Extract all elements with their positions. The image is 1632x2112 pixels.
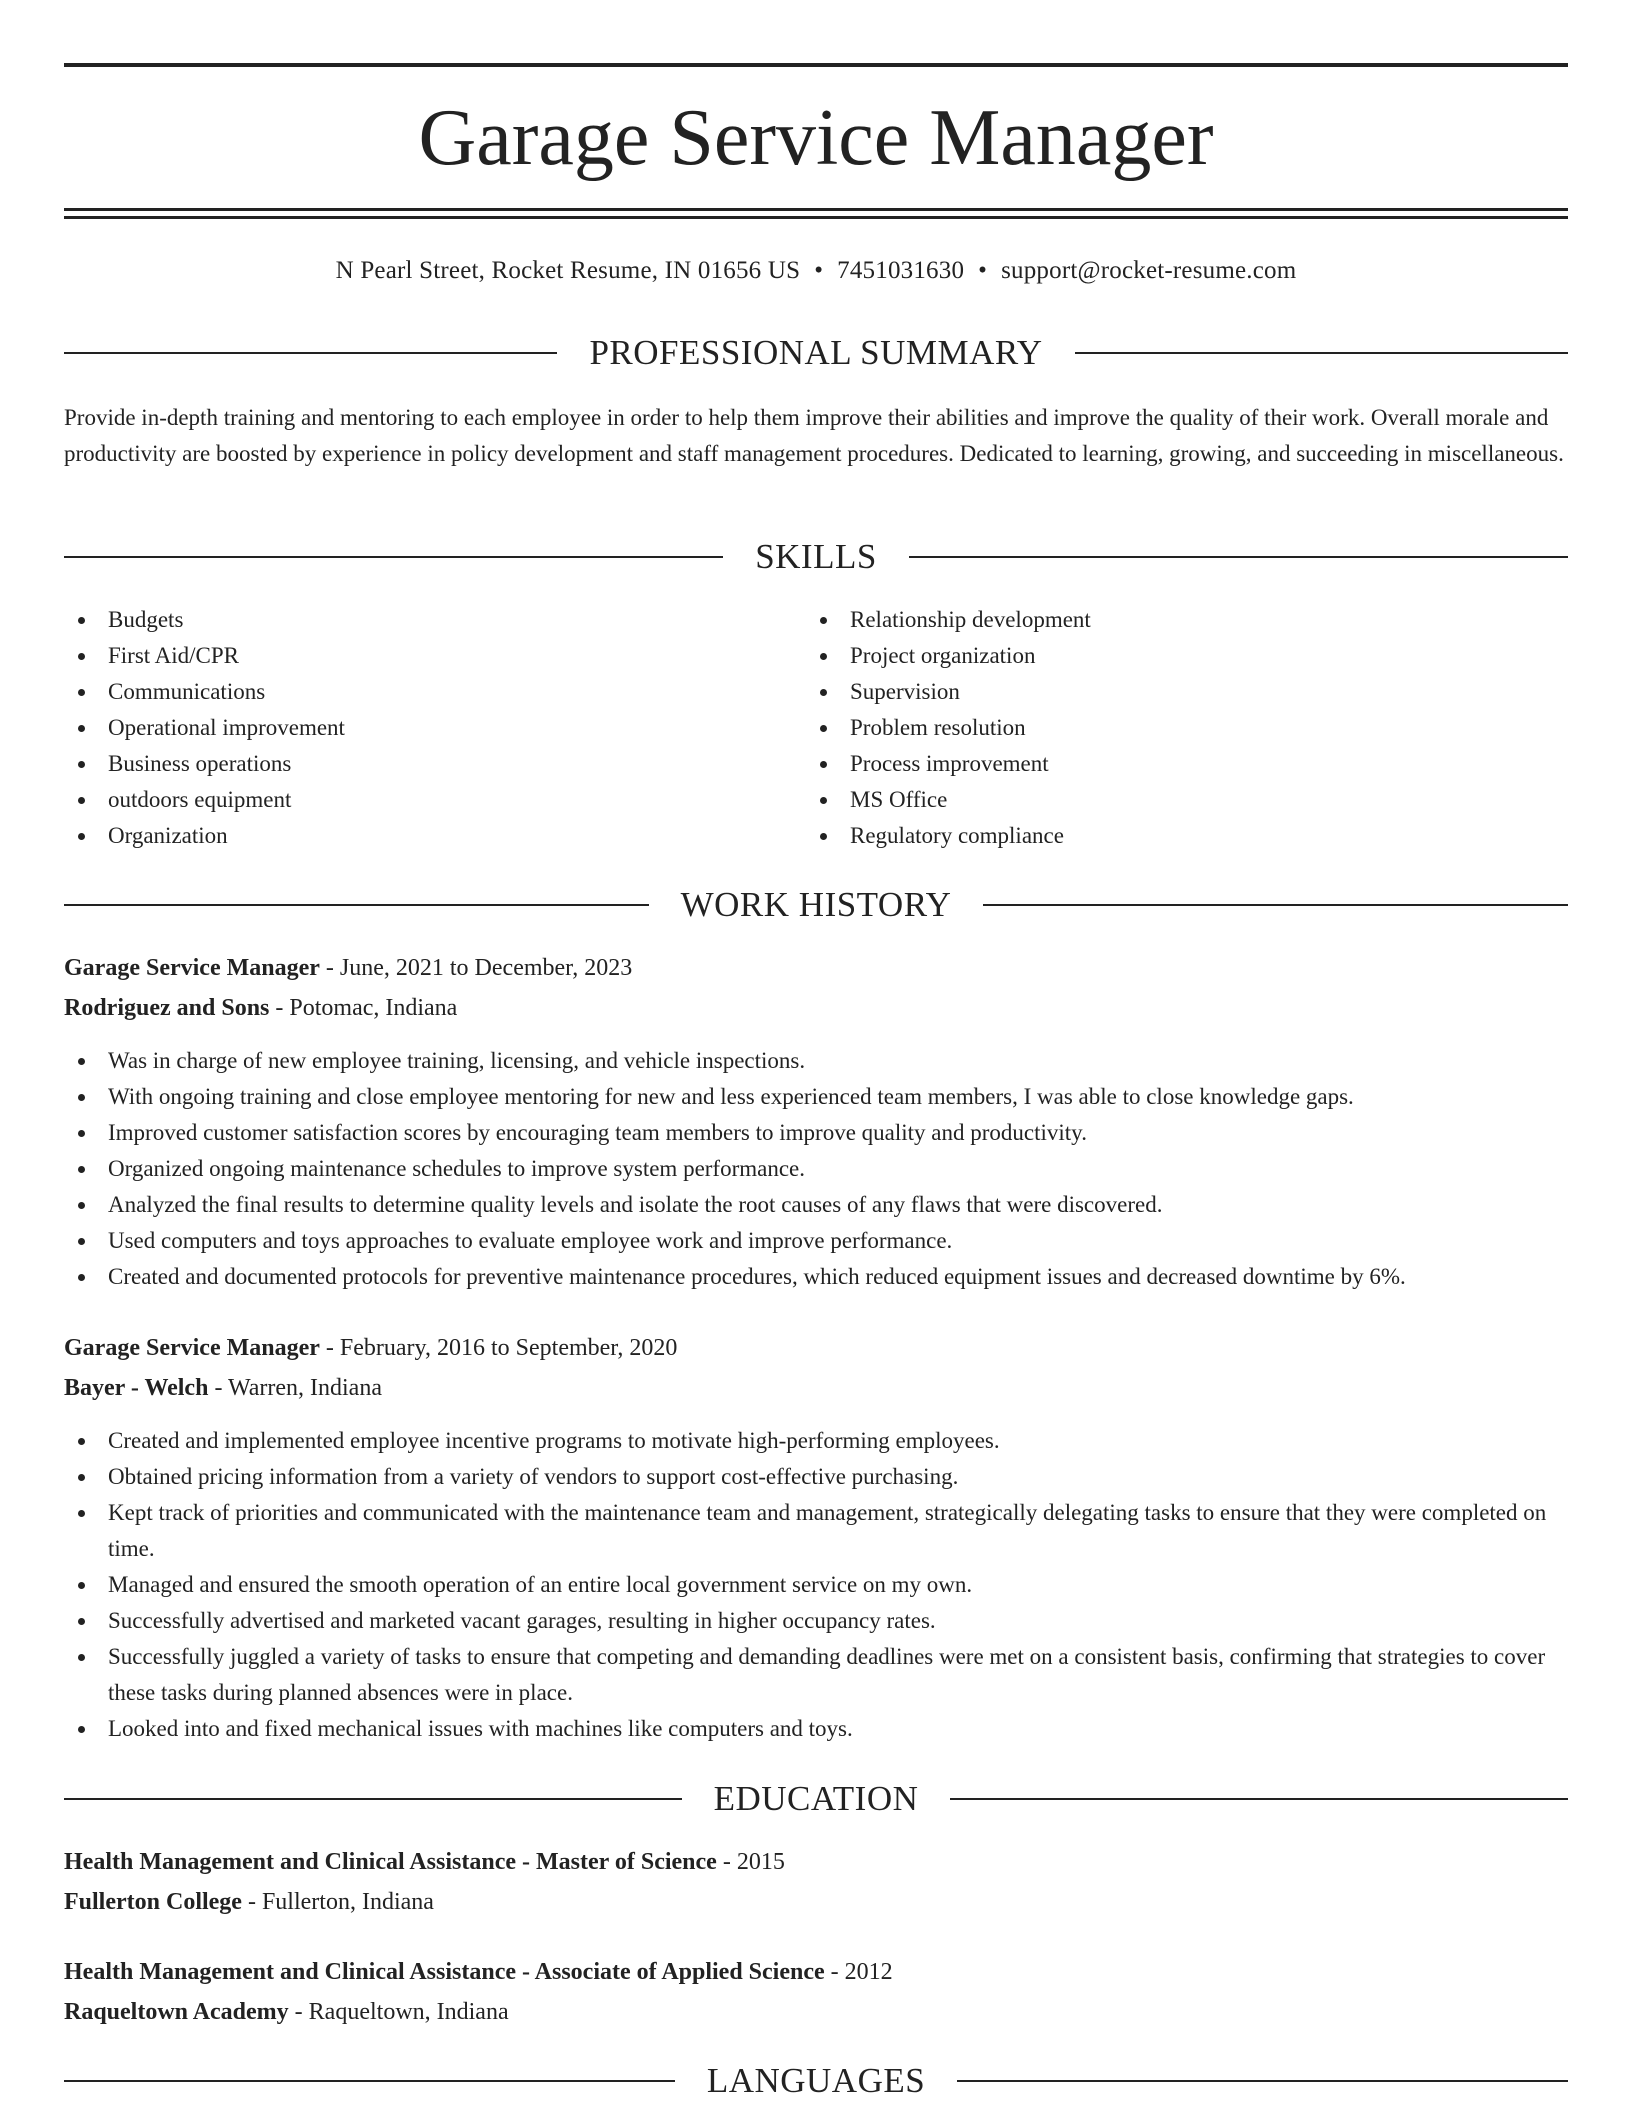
job-location: - Potomac, Indiana [269,995,458,1021]
education-location: - Raqueltown, Indiana [288,1999,509,2025]
job-bullet: Analyzed the final results to determine quality levels and isolate the root causes of any flaws that were discovered. [64,1187,1568,1223]
job-bullet: Organized ongoing maintenance schedules to improve system performance. [64,1151,1568,1187]
section-heading-education [64,1777,1568,1821]
section-heading-skills [64,535,1568,579]
heading-rule [64,1798,682,1800]
job-company: Bayer - Welch [64,1375,209,1401]
job-company-line [64,988,457,1028]
header-bottom-rule [64,208,1568,211]
contact-address: N Pearl Street, Rocket Resume, IN 01656 US [335,257,801,284]
job-bullet: Successfully juggled a variety of tasks to ensure that competing and demanding deadlines were met on a consistent basis, confirming that strategies to cover these tasks during planned absences were in place. [64,1639,1568,1711]
contact-email: support@rocket-resume.com [1001,257,1297,284]
education-school: Fullerton College [64,1889,242,1915]
education-degree: Health Management and Clinical Assistance - Master of Science [64,1849,717,1875]
job-title-line [64,948,632,988]
job-dates: - February, 2016 to September, 2020 [319,1335,678,1361]
contact-line [64,253,1568,289]
job-bullet: Obtained pricing information from a variety of vendors to support cost-effective purchasing. [64,1459,1568,1495]
job-company-line [64,1368,382,1408]
education-school-line [64,1882,434,1922]
education-location: - Fullerton, Indiana [241,1889,434,1915]
section-title: PROFESSIONAL SUMMARY [589,333,1043,372]
skill-item: Organization [64,818,764,854]
job-bullet: Managed and ensured the smooth operation of an entire local government service on my own. [64,1567,1568,1603]
skill-item: Project organization [806,638,1506,674]
job-bullet: Looked into and fixed mechanical issues with machines like computers and toys. [64,1711,1568,1747]
job-bullet: Kept track of priorities and communicated with the maintenance team and management, strategically delegating tasks to ensure that they were completed on time. [64,1495,1568,1567]
heading-rule [983,904,1568,906]
heading-rule [64,556,723,558]
job-bullet: Created and documented protocols for preventive maintenance procedures, which reduced equipment issues and decreased downtime by 6%. [64,1259,1568,1295]
contact-phone: 7451031630 [837,257,965,284]
education-school: Raqueltown Academy [64,1999,289,2025]
skill-item: Budgets [64,602,764,638]
summary-text: Provide in-depth training and mentoring to each employee in order to help them improve their abilities and improve the quality of their work. Overall morale and productivity are boosted by experience in policy development and staff management procedures. Dedicated to learning, growing, and succeeding in miscellaneous. [64,405,1564,466]
section-title: EDUCATION [713,1779,919,1818]
education-degree-line [64,1952,893,1992]
job-bullet: Created and implemented employee incentive programs to motivate high-performing employees. [64,1423,1568,1459]
heading-rule [957,2080,1568,2082]
education-year: - 2015 [716,1849,785,1875]
skills-list-right [806,602,1506,854]
section-heading-languages [64,2059,1568,2103]
skill-item: Operational improvement [64,710,764,746]
job-title: Garage Service Manager [64,1335,320,1361]
job-bullet: With ongoing training and close employee mentoring for new and less experienced team members, I was able to close knowledge gaps. [64,1079,1568,1115]
resume-name: Garage Service Manager [418,94,1214,182]
section-title: LANGUAGES [706,2061,926,2100]
header-top-rule [64,63,1568,67]
skill-item: Relationship development [806,602,1506,638]
skill-item: Business operations [64,746,764,782]
skill-item: Regulatory compliance [806,818,1506,854]
skill-item: Problem resolution [806,710,1506,746]
skills-list-left [64,602,764,854]
contact-separator: • [978,257,988,284]
education-year: - 2012 [824,1959,893,1985]
job-title: Garage Service Manager [64,955,320,981]
heading-rule [950,1798,1568,1800]
skill-item: Supervision [806,674,1506,710]
heading-rule [64,904,649,906]
job-location: - Warren, Indiana [208,1375,382,1401]
education-degree: Health Management and Clinical Assistance - Associate of Applied Science [64,1959,825,1985]
contact-separator: • [814,257,824,284]
heading-rule [64,2080,675,2082]
skill-item: First Aid/CPR [64,638,764,674]
section-title: SKILLS [755,537,877,576]
skill-item: Process improvement [806,746,1506,782]
job-bullets [64,1043,1568,1295]
job-bullet: Improved customer satisfaction scores by encouraging team members to improve quality and productivity. [64,1115,1568,1151]
section-title: WORK HISTORY [680,885,952,924]
section-heading-summary [64,331,1568,375]
skill-item: MS Office [806,782,1506,818]
heading-rule [64,352,557,354]
education-degree-line [64,1842,785,1882]
education-school-line [64,1992,509,2032]
heading-rule [909,556,1568,558]
job-bullet: Used computers and toys approaches to evaluate employee work and improve performance. [64,1223,1568,1259]
job-dates: - June, 2021 to December, 2023 [319,955,633,981]
section-heading-work [64,883,1568,927]
header-bottom-rule-2 [64,216,1568,219]
job-bullets [64,1423,1568,1747]
job-title-line [64,1328,677,1368]
job-bullet: Successfully advertised and marketed vacant garages, resulting in higher occupancy rates. [64,1603,1568,1639]
skill-item: outdoors equipment [64,782,764,818]
skill-item: Communications [64,674,764,710]
heading-rule [1075,352,1568,354]
job-company: Rodriguez and Sons [64,995,270,1021]
job-bullet: Was in charge of new employee training, licensing, and vehicle inspections. [64,1043,1568,1079]
